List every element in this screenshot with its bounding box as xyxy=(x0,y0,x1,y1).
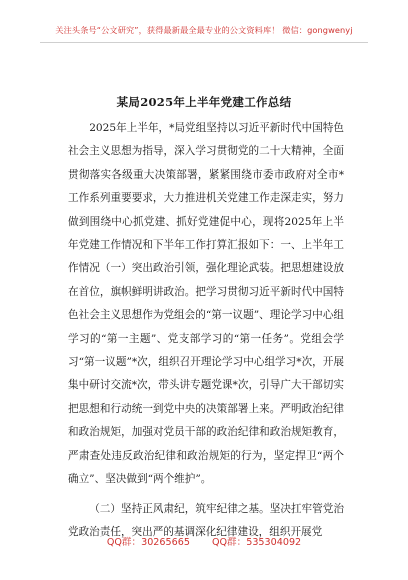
footer-qq-group-2: QQ群：535304092 xyxy=(211,537,302,548)
header-divider xyxy=(40,42,368,43)
document-body xyxy=(68,117,344,544)
footer-contact xyxy=(0,534,408,548)
footer-qq-group-1: QQ群：30265665 xyxy=(106,537,190,548)
body-paragraph: （二）坚持正风肃纪，筑牢纪律之基。坚决扛牢管党治党政治责任，突出严的基调深化纪律建设，组织开展党 xyxy=(68,502,344,538)
body-paragraph: 2025年上半年，*局党组坚持以习近平新时代中国特色社会主义思想为指导，深入学习贯彻党的二十大精神，全面贯彻落实各级重大决策部署，紧紧围绕市委市政府对全市*工作系列重要要求，大力推进机关党建工作走深走实，努力做到围绕中心抓党建、抓好党建促中心，现将2025年上半年党建工作情况和下半年工作打算汇报如下：一、上半年工作情况（一）突出政治引领，强化理论武装。把思想建设放在首位，旗帜鲜明讲政治。把学习贯彻习近平新时代中国特色社会主义思想作为党组会的“第一议题”、理论学习中心组学习的“第一主题”、党支部学习的“第一任务”。党组会学习“第一议题”*次，组织召开理论学习中心组学习*次，开展集中研讨交流*次，带头讲专题党课*次，引导广大干部切实把思想和行动统一到党中央的决策部署上来。严明政治纪律和政治规矩，加强对党员干部的政治纪律和政治规矩教育，严肃查处违反政治纪律和政治规矩的行为，坚定捍卫“两个确立”、坚决做到“两个维护”。 xyxy=(68,122,344,486)
document-title: 某局2025年上半年党建工作总结 xyxy=(116,95,292,109)
header-banner: 关注头条号“公文研究”，获得最新最全最专业的公文资料库！ 微信：gongwenyj xyxy=(55,25,353,35)
